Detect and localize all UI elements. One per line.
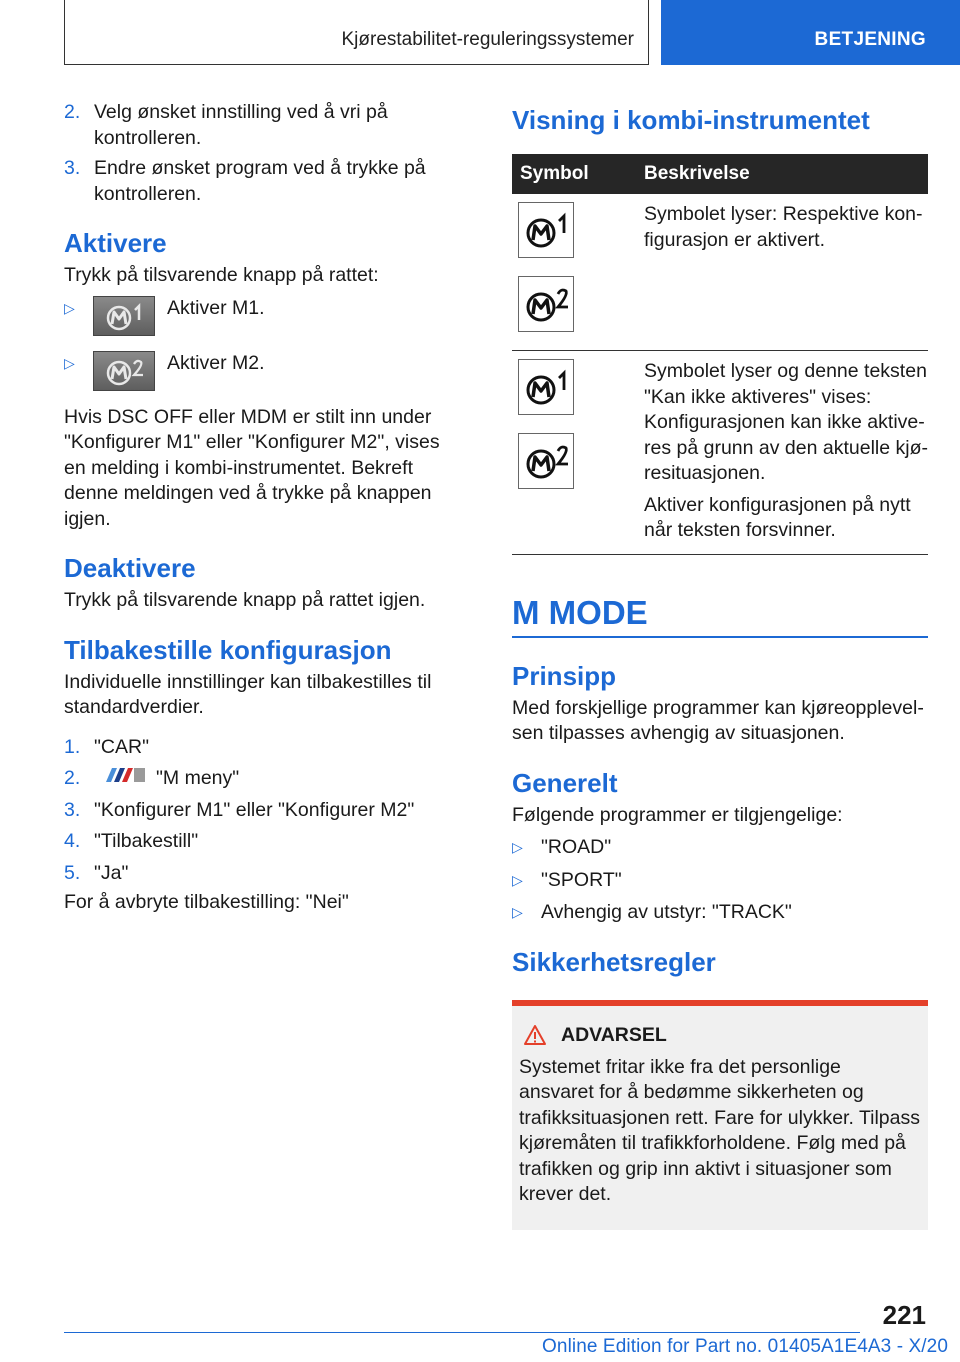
table-cell-symbols	[512, 194, 634, 350]
bullet-icon: ▷	[512, 871, 523, 888]
step-number: 3.	[64, 157, 81, 179]
table-header	[512, 154, 928, 194]
step-number: 2.	[64, 101, 81, 123]
m1-button-icon	[93, 296, 155, 336]
aktivere-intro: Trykk på tilsvarende knapp på rattet:	[64, 264, 379, 286]
table-header-description: Beskrivelse	[644, 163, 750, 184]
deaktivere-text: Trykk på tilsvarende knapp på rattet igjen.	[64, 589, 426, 611]
visning-heading: Visning i kombi-instrumentet	[512, 105, 870, 135]
list-item-text: Aktiver M1.	[167, 296, 265, 319]
m2-symbol-icon	[518, 433, 574, 489]
step-item	[64, 829, 464, 855]
table-cell-description	[634, 351, 928, 554]
list-item	[64, 351, 464, 391]
step-item	[64, 798, 464, 824]
description-text: Symbolet lyser og denne teksten "Kan ikke aktiveres" vises: Konfigurasjonen kan ikke aktiveres på grunn av den aktuelle kjøresituasjonen.	[644, 360, 928, 484]
cancel-note: For å avbryte tilbakestilling: "Nei"	[64, 891, 349, 913]
bullet-icon: ▷	[512, 904, 523, 920]
description-text: Aktiver konfigurasjonen på nytt når teksten forsvinner.	[644, 493, 911, 541]
step-number: 4.	[64, 830, 81, 852]
step-item	[64, 735, 464, 761]
list-item-text: "SPORT"	[541, 868, 622, 891]
tilbakestille-heading: Tilbakestille konfigurasjon	[64, 634, 392, 665]
step-text: "Konfigurer M1" eller "Konfigurer M2"	[94, 798, 415, 821]
generelt-heading: Generelt	[512, 767, 618, 798]
list-item	[512, 868, 928, 894]
step-item	[64, 100, 464, 151]
warning-text: Systemet fritar ikke fra det personlige ansvaret for å bedømme sikkerheten og trafikksituasjonen rett. Fare for ulykker. Tilpass kjøremåten til trafikkforholdene. Følg med på trafikken og grip inn aktivt i situasjoner som krever det.	[519, 1055, 920, 1205]
table-cell-description	[634, 194, 928, 350]
aktivere-note: Hvis DSC OFF eller MDM er stilt inn under "Konfigurer M1" eller "Konfigurer M2", vises en melding i kombi-instrumentet. Bekreft denne meldingen ved å trykke på knappen igjen.	[64, 405, 440, 530]
warning-label: ADVARSEL	[561, 1023, 667, 1046]
table-row	[512, 351, 928, 555]
page-number: 221	[882, 1300, 926, 1330]
chapter-tag: BETJENING	[814, 29, 926, 50]
warning-triangle-icon	[523, 1024, 547, 1046]
step-number: 1.	[64, 735, 81, 758]
step-text: "Ja"	[94, 861, 129, 884]
safety-heading: Sikkerhetsregler	[512, 946, 716, 977]
warning-box	[512, 1000, 928, 1230]
warning-header	[519, 1024, 920, 1047]
list-item	[512, 900, 928, 926]
right-column	[512, 100, 928, 1230]
aktivere-heading: Aktivere	[64, 228, 167, 258]
tilbakestille-text: Individuelle innstillinger kan tilbakestilles til standardverdier.	[64, 670, 432, 718]
step-item	[64, 766, 464, 792]
prinsipp-text: Med forskjellige programmer kan kjøreopplevelsen tilpasses avhengig av situasjonen.	[512, 696, 924, 744]
list-item	[512, 835, 928, 861]
footer-rule	[64, 1332, 860, 1333]
section-title: Kjørestabilitet-reguleringssystemer	[341, 29, 634, 50]
step-number: 5.	[64, 861, 81, 884]
header-chapter-tab[interactable]	[661, 0, 960, 65]
table-cell-symbols	[512, 351, 634, 554]
step-text: Endre ønsket program ved å trykke på kontrolleren.	[94, 157, 426, 205]
table-row	[512, 194, 928, 351]
symbol-table	[512, 154, 928, 555]
list-item-text: "ROAD"	[541, 836, 612, 858]
m1-symbol-icon	[518, 202, 574, 258]
step-item	[64, 861, 464, 887]
step-text: Velg ønsket innstilling ved å vri på kontrolleren.	[94, 101, 388, 149]
step-text: "M meny"	[156, 767, 240, 789]
step-text: "Tilbakestill"	[94, 830, 199, 852]
bullet-icon: ▷	[64, 299, 75, 316]
list-item-text: Aktiver M2.	[167, 351, 265, 374]
bullet-icon: ▷	[512, 839, 523, 855]
prinsipp-heading: Prinsipp	[512, 660, 617, 691]
m2-button-icon	[93, 351, 155, 391]
step-text: "CAR"	[94, 735, 150, 758]
list-item-text: Avhengig av utstyr: "TRACK"	[541, 901, 792, 923]
table-header-symbol: Symbol	[520, 163, 589, 184]
step-content	[94, 766, 464, 792]
step-number: 2.	[64, 767, 81, 789]
left-column	[64, 100, 464, 916]
mmode-title: M MODE	[512, 593, 648, 631]
m1-symbol-icon	[518, 359, 574, 415]
title-rule	[512, 636, 928, 638]
edition-footer: Online Edition for Part no. 01405A1E4A3 - X/20	[542, 1336, 948, 1357]
generelt-intro: Følgende programmer er tilgjengelige:	[512, 803, 843, 826]
step-number: 3.	[64, 798, 81, 821]
deaktivere-heading: Deaktivere	[64, 553, 196, 583]
m-stripes-icon	[98, 766, 146, 792]
list-item	[64, 296, 464, 336]
m2-symbol-icon	[518, 276, 574, 332]
header-section-box	[64, 0, 649, 65]
description-text: Symbolet lyser: Respektive konfigurasjon er aktivert.	[644, 203, 923, 251]
bullet-icon: ▷	[64, 354, 75, 371]
step-item	[64, 156, 464, 207]
